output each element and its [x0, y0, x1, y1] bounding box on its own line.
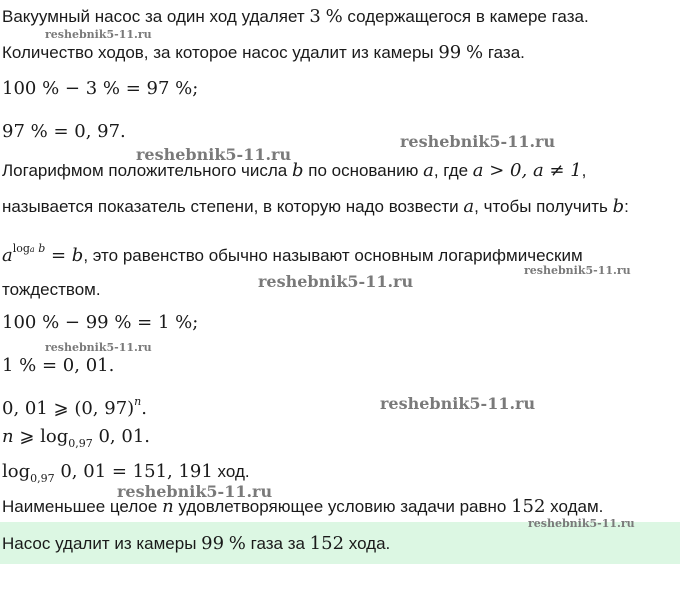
formula-line-12: [2, 426, 150, 455]
line5-mid: по основанию: [303, 161, 424, 180]
line15-pct: %: [228, 533, 246, 554]
watermark-6: reshebnik5-11.ru: [45, 341, 152, 354]
line7-eq: =: [45, 245, 72, 266]
line5-end: ,: [581, 161, 587, 180]
line11-end: .: [141, 398, 147, 419]
watermark-3: reshebnik5-11.ru: [136, 145, 292, 164]
line1-num: 3: [309, 6, 321, 27]
text-line-7: [2, 238, 583, 267]
watermark-2: reshebnik5-11.ru: [400, 132, 556, 151]
line8-text: тождеством.: [2, 280, 101, 299]
line7-sup-sub: a: [29, 245, 35, 254]
line12-n: n: [2, 426, 14, 447]
line4-expr: 97 % = 0, 97.: [2, 121, 126, 142]
line6-end: :: [624, 197, 629, 216]
line10-expr: 1 % = 0, 01.: [2, 355, 115, 376]
line2-pre: Количество ходов, за которое насос удалит из камеры: [2, 43, 439, 62]
watermark-7: reshebnik5-11.ru: [380, 394, 536, 413]
line11-sup: n: [134, 395, 142, 408]
line5-b: b: [291, 160, 304, 181]
line5-pre: Логарифмом положительного числа: [2, 161, 292, 180]
line1-post: содержащегося в камере газа.: [342, 7, 589, 26]
watermark-4: reshebnik5-11.ru: [524, 264, 631, 277]
line7-base: a: [2, 245, 13, 266]
line9-expr: 100 % − 99 % = 1 %;: [2, 312, 199, 333]
line14-pre: Наименьшее целое: [2, 497, 163, 516]
formula-line-4: [2, 121, 126, 143]
line15-mid: газа за: [245, 534, 310, 553]
line7-sup-b: b: [34, 242, 46, 255]
line3-expr: 100 % − 3 % = 97 %;: [2, 78, 199, 99]
line14-num: 152: [511, 496, 546, 517]
text-line-2: [2, 42, 525, 64]
text-line-1: [2, 6, 589, 28]
text-line-6: [2, 196, 629, 218]
text-line-5: [2, 160, 586, 182]
line15-post: хода.: [344, 534, 391, 553]
line5-post: , где: [433, 161, 473, 180]
line15-pre: Насос удалит из камеры: [2, 534, 202, 553]
line6-pre: называется показатель степени, в которую надо возвести: [2, 197, 464, 216]
line2-pct: %: [465, 42, 484, 63]
watermark-8: reshebnik5-11.ru: [117, 482, 273, 501]
line14-post: ходам.: [545, 497, 604, 516]
line7-sup-log: log: [12, 242, 30, 255]
line15-num: 99: [201, 533, 225, 554]
line6-a: a: [463, 196, 475, 217]
formula-line-10: [2, 355, 114, 377]
line12-pre: ⩾ log: [13, 426, 69, 447]
line12-post: 0, 01.: [92, 426, 150, 447]
formula-line-9: [2, 312, 198, 334]
line2-num: 99: [438, 42, 462, 63]
line14-n: n: [162, 496, 174, 517]
line6-b: b: [612, 196, 625, 217]
line13-post: ход.: [212, 462, 250, 481]
watermark-5: reshebnik5-11.ru: [258, 272, 414, 291]
watermark-1: reshebnik5-11.ru: [45, 28, 152, 41]
line7-post: , это равенство обычно называют основным логарифмическим: [83, 246, 583, 265]
line1-pct: %: [325, 6, 343, 27]
line6-mid: , чтобы получить: [474, 197, 613, 216]
formula-line-11: [2, 391, 147, 420]
line13-sub: 0,97: [30, 472, 55, 485]
line5-a: a: [423, 160, 434, 181]
formula-line-3: [2, 78, 198, 100]
line2-post: газа.: [483, 43, 525, 62]
line13-mid: 0, 01 = 151, 191: [54, 461, 213, 482]
text-line-14: [2, 496, 603, 518]
line13-pre: log: [2, 461, 31, 482]
answer-line: [2, 533, 390, 555]
line1-pre: Вакуумный насос за один ход удаляет: [2, 7, 310, 26]
line5-cond: a > 0, a ≠ 1: [472, 160, 582, 181]
line7-b: b: [71, 245, 84, 266]
text-line-8: [2, 279, 101, 301]
line14-mid: удовлетворяющее условию задачи равно: [173, 497, 512, 516]
line12-sub: 0,97: [68, 437, 93, 450]
watermark-9: reshebnik5-11.ru: [528, 517, 635, 530]
line11-pre: 0, 01 ⩾ (0, 97): [2, 398, 135, 419]
line15-num2: 152: [309, 533, 345, 554]
